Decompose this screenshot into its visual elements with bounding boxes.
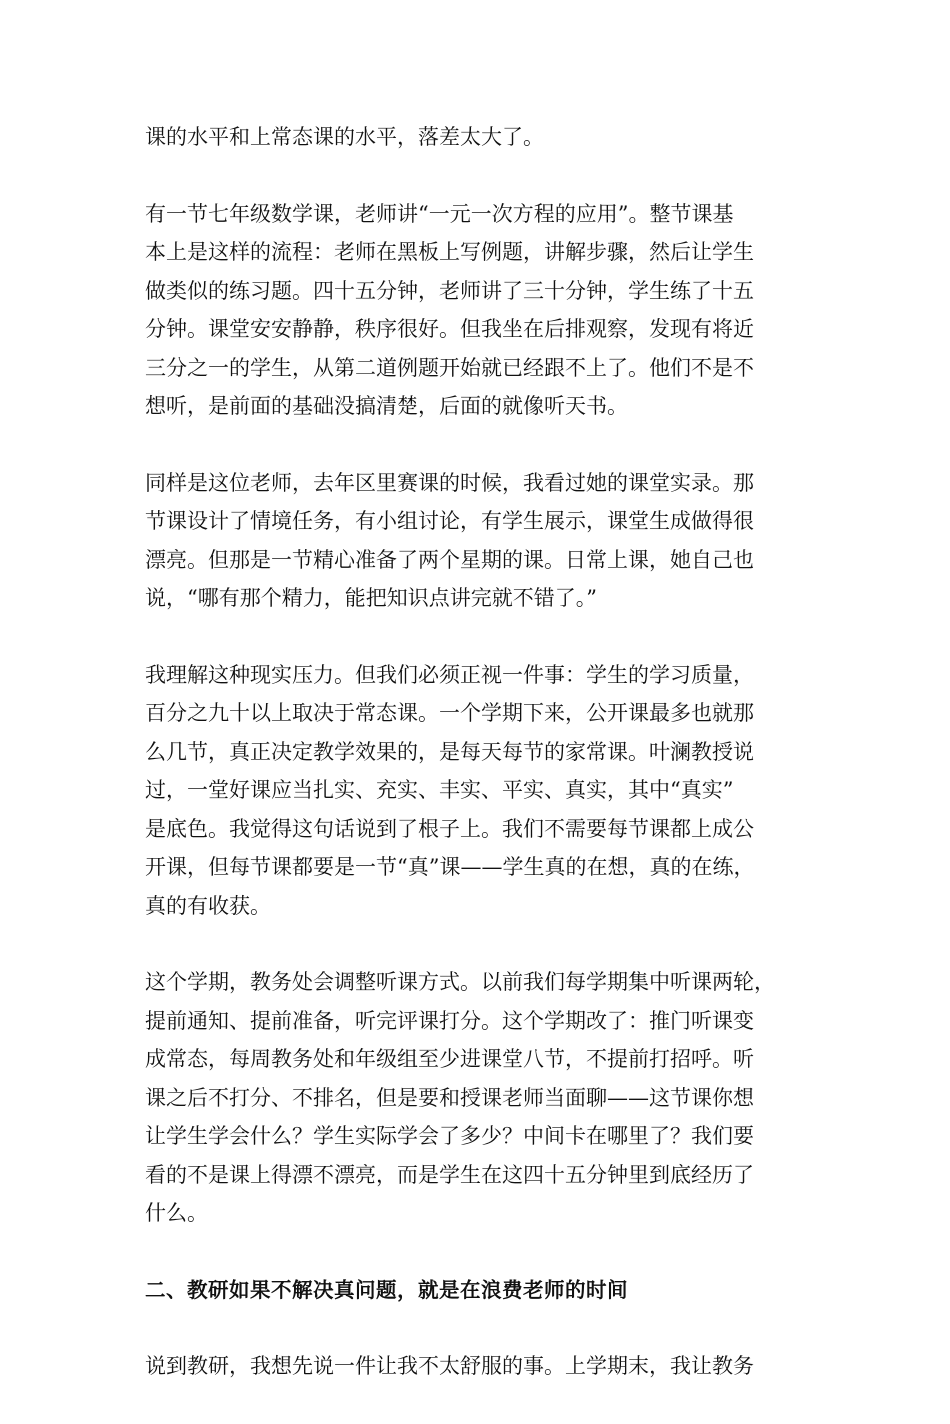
text-line: 么几节，真正决定教学效果的，是每天每节的家常课。叶澜教授说: [145, 739, 754, 764]
text-line: 过，一堂好课应当扎实、充实、丰实、平实、真实，其中“真实”: [145, 778, 734, 802]
paragraph-4: [145, 656, 810, 926]
text-line: 说到教研，我想先说一件让我不太舒服的事。上学期末，我让教务: [145, 1354, 754, 1378]
text-line: 说，“哪有那个精力，能把知识点讲完就不错了。”: [145, 586, 597, 610]
text-line: 我理解这种现实压力。但我们必须正视一件事：学生的学习质量，: [145, 662, 754, 687]
text-line: 同样是这位老师，去年区里赛课的时候，我看过她的课堂实录。那: [145, 470, 754, 495]
text-line: 这个学期，教务处会调整听课方式。以前我们每学期集中听课两轮，: [145, 970, 775, 994]
text-line: 节课设计了情境任务，有小组讨论，有学生展示，课堂生成做得很: [145, 509, 754, 533]
text-line: 课的水平和上常态课的水平，落差太大了。: [145, 125, 544, 149]
text-line: 课之后不打分、不排名，但是要和授课老师当面聊——这节课你想: [145, 1085, 754, 1110]
text-line: 做类似的练习题。四十五分钟，老师讲了三十分钟，学生练了十五: [145, 278, 754, 303]
section-heading: 二、教研如果不解决真问题，就是在浪费老师的时间: [145, 1277, 628, 1302]
text-line: 成常态，每周教务处和年级组至少进课堂八节，不提前打招呼。听: [145, 1047, 754, 1071]
text-line: 看的不是课上得漂不漂亮，而是学生在这四十五分钟里到底经历了: [145, 1162, 754, 1187]
text-line: 真的有收获。: [145, 893, 271, 918]
paragraph-6: [145, 1347, 810, 1386]
text-line: 什么。: [145, 1201, 208, 1225]
text-line: 三分之一的学生，从第二道例题开始就已经跟不上了。他们不是不: [145, 355, 754, 380]
text-line: 有一节七年级数学课，老师讲“一元一次方程的应用”。整节课基: [145, 201, 734, 226]
text-line: 本上是这样的流程：老师在黑板上写例题，讲解步骤，然后让学生: [145, 240, 754, 264]
paragraph-5: [145, 963, 810, 1233]
paragraph-3: [145, 464, 810, 618]
text-line: 开课，但每节课都要是一节“真”课——学生真的在想，真的在练，: [145, 855, 755, 879]
paragraph-1: [145, 118, 810, 157]
document-page: [145, 118, 810, 1424]
text-line: 百分之九十以上取决于常态课。一个学期下来，公开课最多也就那: [145, 701, 754, 725]
paragraph-2: [145, 195, 810, 426]
text-line: 想听，是前面的基础没搞清楚，后面的就像听天书。: [145, 394, 628, 418]
text-line: 漂亮。但那是一节精心准备了两个星期的课。日常上课，她自己也: [145, 547, 754, 572]
text-line: 让学生学会什么？学生实际学会了多少？中间卡在哪里了？我们要: [145, 1124, 754, 1148]
text-line: 是底色。我觉得这句话说到了根子上。我们不需要每节课都上成公: [145, 816, 754, 841]
text-line: 提前通知、提前准备，听完评课打分。这个学期改了：推门听课变: [145, 1008, 754, 1033]
text-line: 分钟。课堂安安静静，秩序很好。但我坐在后排观察，发现有将近: [145, 317, 754, 341]
